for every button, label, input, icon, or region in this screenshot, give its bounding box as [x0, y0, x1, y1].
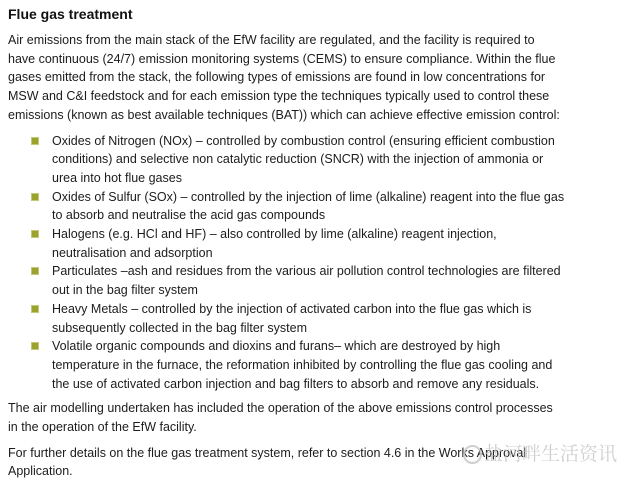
bullet-line: Halogens (e.g. HCl and HF) – also controlled by lime (alkaline) reagent injection,: [52, 227, 497, 242]
square-bullet-icon: [31, 137, 39, 145]
bullet-line: out in the bag filter system: [52, 283, 198, 298]
bullet-text: [52, 300, 620, 337]
bullet-item-nox: [8, 132, 620, 188]
bullet-text: [52, 225, 620, 262]
bullet-text: [52, 262, 620, 299]
bullet-line: Volatile organic compounds and dioxins and furans– which are destroyed by high: [52, 339, 501, 354]
paragraph-line: Application.: [8, 464, 73, 479]
paragraph-line: The air modelling undertaken has included the operation of the above emissions control processes: [8, 401, 553, 416]
bullet-item-vocs-dioxins: [8, 337, 620, 393]
air-modelling-paragraph: [8, 399, 620, 436]
square-bullet-icon: [31, 305, 39, 313]
bullet-line: Particulates –ash and residues from the various air pollution control technologies are filtered: [52, 264, 561, 279]
paragraph-line: in the operation of the EfW facility.: [8, 420, 197, 435]
further-details-paragraph: [8, 444, 620, 481]
bullet-line: conditions) and selective non catalytic reduction (SNCR) with the injection of ammonia or: [52, 152, 544, 167]
square-bullet-icon: [31, 193, 39, 201]
bullet-line: the use of activated carbon injection and bag filters to absorb and remove any residuals.: [52, 376, 540, 391]
bullet-line: to absorb and neutralise the acid gas compounds: [52, 208, 326, 223]
square-bullet-icon: [31, 230, 39, 238]
paragraph-line: emissions (known as best available techniques (BAT)) which can achieve effective emission control:: [8, 107, 560, 122]
emissions-bullet-list: [8, 132, 620, 394]
watermark-text: 盐河畔生活资讯: [484, 444, 618, 465]
bullet-line: Oxides of Nitrogen (NOx) – controlled by combustion control (ensuring efficient combustion: [52, 133, 555, 148]
bullet-text: [52, 132, 620, 188]
intro-paragraph: [8, 31, 620, 125]
paragraph-line: MSW and C&I feedstock and for each emission type the techniques typically used to control these: [8, 89, 550, 104]
bullet-text: [52, 337, 620, 393]
paragraph-line: gases emitted from the stack, the following types of emissions are found in low concentrations for: [8, 70, 546, 85]
bullet-item-halogens: [8, 225, 620, 262]
bullet-line: neutralisation and adsorption: [52, 245, 213, 260]
bullet-item-particulates: [8, 262, 620, 299]
paragraph-line: have continuous (24/7) emission monitoring systems (CEMS) to ensure compliance. Within the flue: [8, 51, 556, 66]
paragraph-line: For further details on the flue gas treatment system, refer to section 4.6 in the Works Approval: [8, 445, 527, 460]
bullet-item-heavy-metals: [8, 300, 620, 337]
page-title: Flue gas treatment: [8, 6, 133, 22]
bullet-line: urea into hot flue gases: [52, 170, 182, 185]
bullet-line: subsequently collected in the bag filter system: [52, 320, 307, 335]
paragraph-line: Air emissions from the main stack of the EfW facility are regulated, and the facility is required to: [8, 33, 535, 47]
bullet-item-sox: [8, 188, 620, 225]
square-bullet-icon: [31, 267, 39, 275]
bullet-line: temperature in the furnace, the reformation inhibited by controlling the flue gas cooling and: [52, 357, 553, 372]
bullet-line: Oxides of Sulfur (SOx) – controlled by the injection of lime (alkaline) reagent into the flue gas: [52, 189, 565, 204]
square-bullet-icon: [31, 342, 39, 350]
bullet-line: Heavy Metals – controlled by the injection of activated carbon into the flue gas which is: [52, 301, 532, 316]
bullet-text: [52, 188, 620, 225]
